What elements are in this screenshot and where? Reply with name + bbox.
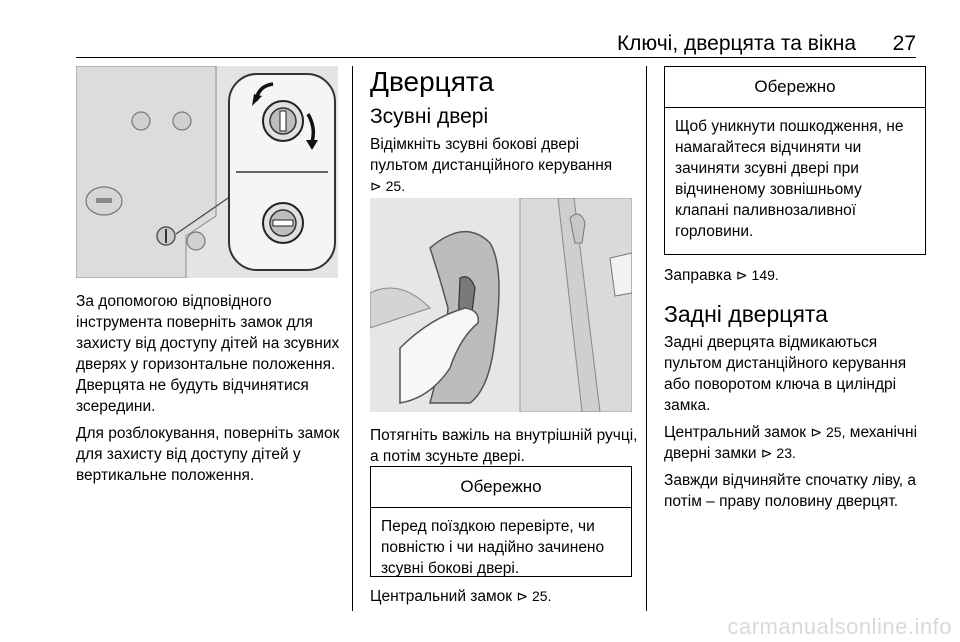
column-divider-2 (646, 66, 647, 611)
child-lock-instruction: За допомогою відповідного інструмента поверніть замок для захисту від доступу дітей на зсувних дверях у горизонтальне положення. Дверцята не будуть відчинятися зсередини. (76, 293, 340, 415)
warning-text: Перед поїздкою перевірте, чи повністю і чи надійно зачинено зсувні бокові двері. (381, 518, 605, 577)
rear-doors-heading: Задні дверцята (664, 301, 828, 327)
refuelling-ref-link[interactable]: ⊳ 149. (735, 267, 779, 283)
sliding-door-handle-illustration (370, 198, 632, 412)
warning-box-sliding (370, 466, 632, 577)
warning-box-fuel-flap (664, 66, 926, 255)
rear-doors-intro: Задні дверцята відмикаються пультом дистанційного керування або поворотом ключа в циліндрі замка. (664, 334, 907, 414)
warning-title: Обережно (665, 67, 925, 108)
sliding-door-intro (370, 134, 638, 197)
refuelling-text: Заправка (664, 267, 732, 284)
watermark: carmanualsonline.info (727, 614, 952, 639)
middle-column-text (370, 66, 638, 203)
central-lock-text: Центральний замок (664, 424, 807, 441)
rear-doors-order-instruction: Завжди відчиняйте спочатку ліву, а потім – праву половину дверцят. (664, 472, 917, 510)
left-column-text (76, 291, 348, 492)
sliding-door-heading: Зсувні двері (370, 105, 489, 128)
warning-title: Обережно (371, 467, 631, 508)
unlock-instruction: Для розблокування, поверніть замок для захисту від доступу дітей у вертикальне положення. (76, 425, 340, 484)
middle-footer-text (370, 586, 638, 607)
mechanical-locks-ref-link[interactable]: ⊳ 23. (760, 445, 796, 461)
handle-instruction: Потягніть важіль на внутрішній ручці, а потім зсуньте двері. (370, 427, 638, 465)
sliding-door-intro-text: Відімкніть зсувні бокові двері пультом дистанційного керування (370, 136, 613, 174)
central-lock-ref-link[interactable]: ⊳ 25. (516, 588, 552, 604)
rear-doors-refs (664, 422, 936, 464)
column-divider-1 (352, 66, 353, 611)
central-lock-text: Центральний замок (370, 588, 513, 605)
header-rule (76, 57, 916, 58)
warning-text: Щоб уникнути пошкодження, не намагайтеся відчиняти чи зачиняти зсувні двері при відчиненому зовнішньому клапані паливнозаливної горловини. (675, 118, 904, 240)
section-title: Ключі, дверцята та вікна (616, 32, 856, 55)
central-lock-ref-link[interactable]: ⊳ 25. (370, 178, 406, 194)
right-column-text (664, 265, 936, 518)
page-header (0, 32, 960, 60)
page-number: 27 (892, 32, 916, 55)
refuelling-ref (664, 265, 936, 286)
child-lock-illustration (76, 66, 338, 278)
doors-heading: Дверцята (370, 66, 494, 97)
central-lock-ref-link[interactable]: ⊳ 25, (810, 424, 846, 440)
mechanical-locks-text: механічні дверні замки (664, 424, 918, 462)
